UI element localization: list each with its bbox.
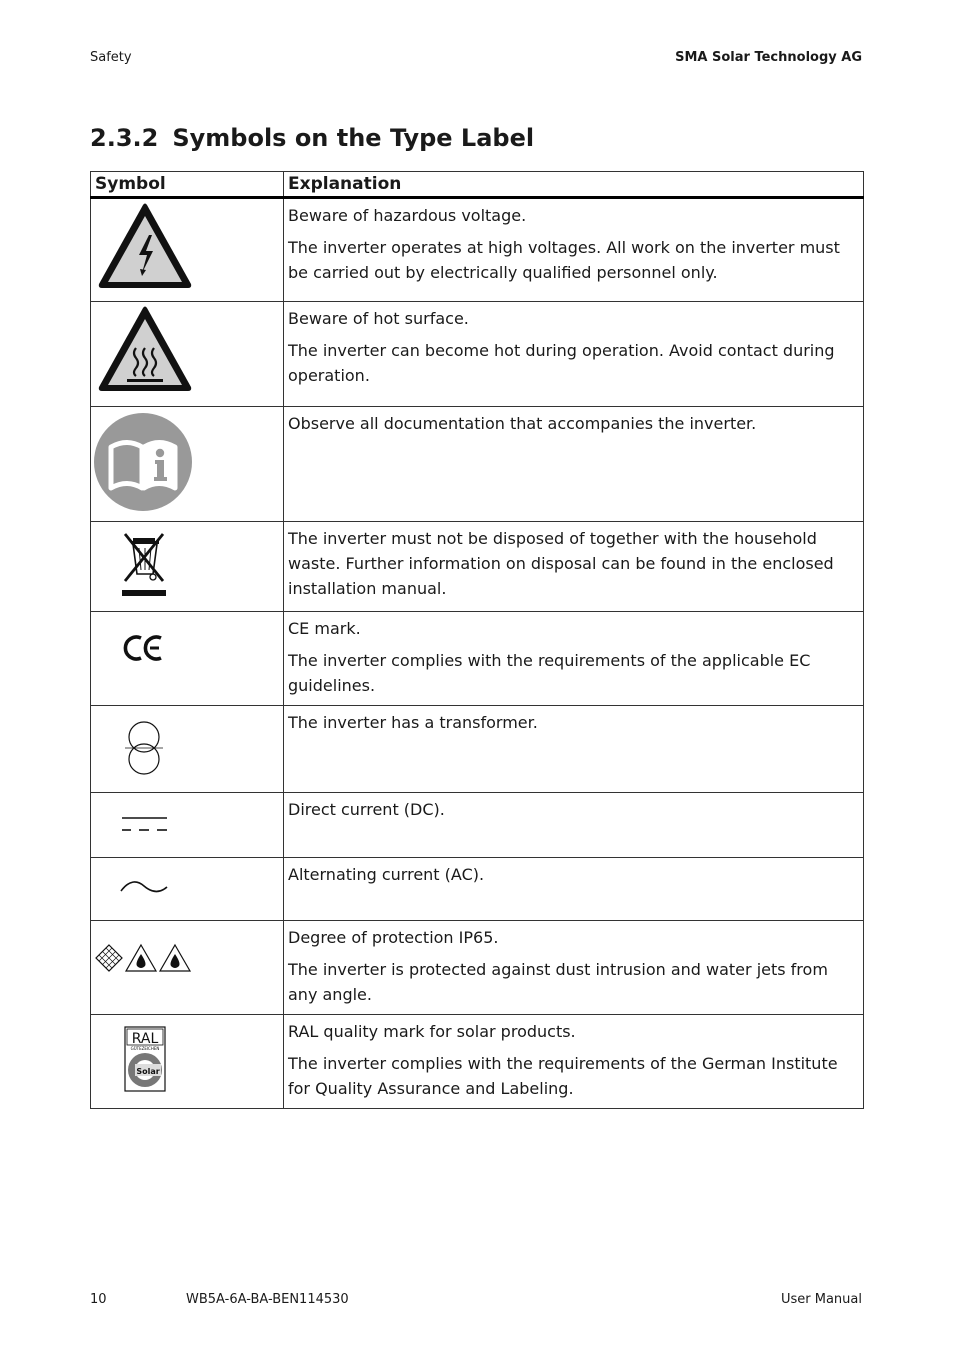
explanation-cell (284, 858, 864, 921)
symbol-cell (91, 921, 284, 1015)
table-row (91, 793, 864, 858)
dust-protection-icon (96, 945, 122, 971)
water-jet-icon (126, 945, 156, 971)
symbol-cell (91, 706, 284, 793)
explanation-heading: Beware of hot surface. (288, 309, 469, 328)
explanation-text: The inverter operates at high voltages. All work on the inverter must be carried out by electrically qualified personnel only. (288, 238, 840, 282)
explanation-cell (284, 1015, 864, 1109)
explanation-text: The inverter must not be disposed of together with the household waste. Further information on disposal can be found in the enclosed installation manual. (288, 529, 834, 598)
explanation-text: The inverter can become hot during operation. Avoid contact during operation. (288, 341, 835, 385)
symbols-table (90, 171, 864, 1109)
column-header-symbol: Symbol (91, 172, 284, 198)
table-header-row (91, 172, 864, 198)
section-number: 2.3.2 (90, 124, 159, 152)
table-row (91, 407, 864, 522)
table-row (91, 522, 864, 612)
explanation-cell (284, 706, 864, 793)
section-title (90, 124, 534, 152)
water-jet-icon (160, 945, 190, 971)
svg-text:GÜTEZEICHEN: GÜTEZEICHEN (130, 1046, 160, 1051)
symbol-cell (91, 793, 284, 858)
explanation-heading: CE mark. (288, 619, 361, 638)
symbol-cell (91, 407, 284, 522)
symbol-cell (91, 522, 284, 612)
symbol-cell (91, 1015, 284, 1109)
header-company: SMA Solar Technology AG (675, 50, 862, 65)
explanation-heading: Beware of hazardous voltage. (288, 206, 527, 225)
ip65-protection-icon (91, 921, 201, 981)
explanation-text: Alternating current (AC). (288, 865, 485, 884)
explanation-cell (284, 198, 864, 302)
explanation-text: The inverter is protected against dust intrusion and water jets from any angle. (288, 960, 828, 1004)
table-row (91, 198, 864, 302)
explanation-cell (284, 921, 864, 1015)
table-row (91, 302, 864, 407)
high-voltage-warning-icon (91, 199, 201, 294)
ral-solar-quality-mark-icon (91, 1015, 201, 1100)
table-row (91, 921, 864, 1015)
transformer-icon (91, 706, 201, 791)
explanation-text: The inverter has a transformer. (288, 713, 538, 732)
svg-text:Solar: Solar (136, 1067, 160, 1076)
header-section: Safety (90, 50, 132, 65)
table-row (91, 1015, 864, 1109)
explanation-text: The inverter complies with the requirements of the applicable EC guidelines. (288, 651, 811, 695)
footer-document-id: WB5A-6A-BA-BEN114530 (186, 1292, 349, 1307)
explanation-cell (284, 407, 864, 522)
crossed-wheelie-bin-icon (91, 522, 201, 607)
table-row (91, 858, 864, 921)
explanation-heading: Degree of protection IP65. (288, 928, 499, 947)
explanation-heading: RAL quality mark for solar products. (288, 1022, 576, 1041)
svg-text:RAL: RAL (131, 1031, 159, 1047)
explanation-cell (284, 793, 864, 858)
symbol-cell (91, 198, 284, 302)
table-row (91, 612, 864, 706)
read-documentation-icon (91, 407, 201, 517)
explanation-cell (284, 522, 864, 612)
footer-document-type: User Manual (780, 1292, 862, 1307)
symbol-cell (91, 302, 284, 407)
symbol-cell (91, 612, 284, 706)
alternating-current-icon (91, 858, 201, 918)
hot-surface-warning-icon (91, 302, 201, 397)
explanation-cell (284, 612, 864, 706)
explanation-text: Observe all documentation that accompanies the inverter. (288, 414, 757, 433)
symbol-cell (91, 858, 284, 921)
explanation-cell (284, 302, 864, 407)
direct-current-icon (91, 793, 201, 853)
section-title-text: Symbols on the Type Label (172, 124, 535, 152)
explanation-text: Direct current (DC). (288, 800, 445, 819)
ce-mark-icon (91, 612, 201, 692)
explanation-text: The inverter complies with the requirements of the German Institute for Quality Assurance and Labeling. (288, 1054, 838, 1098)
table-row (91, 706, 864, 793)
column-header-explanation: Explanation (284, 172, 864, 198)
footer-page-number: 10 (90, 1292, 107, 1307)
